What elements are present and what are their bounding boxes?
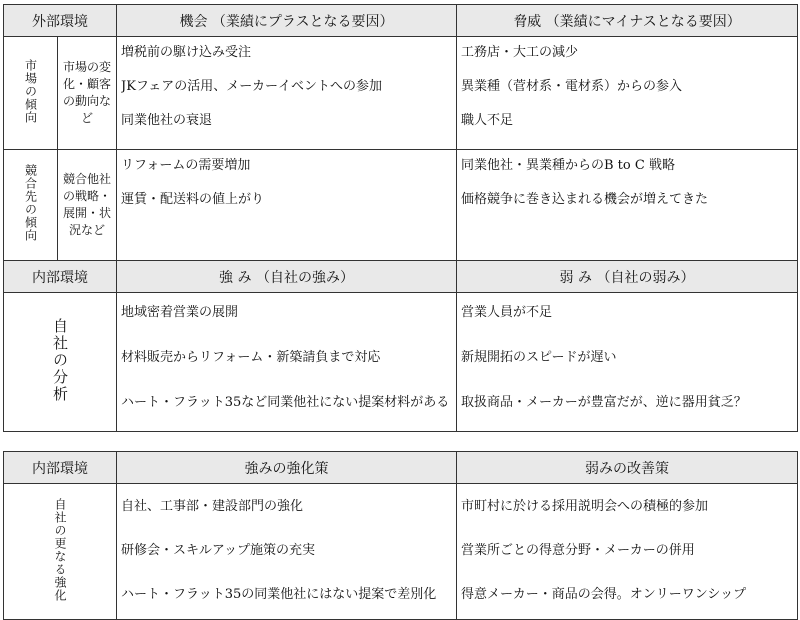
strategy-row xyxy=(4,484,798,620)
self-label-cell xyxy=(4,293,117,432)
list-item: 同業他社・異業種からのB to C 戦略 xyxy=(461,158,675,173)
competitors-label-cell xyxy=(4,150,58,261)
opportunities-header: 機会 （業績にプラスとなる要因） xyxy=(117,5,457,37)
list-item: ハート・フラット35の同業他社にはない提案で差別化 xyxy=(121,587,437,602)
list-item: 異業種（菅材系・電材系）からの参入 xyxy=(461,79,683,94)
competitors-row xyxy=(4,150,798,261)
competitors-opportunities xyxy=(117,150,457,261)
list-item: 職人不足 xyxy=(461,113,514,128)
self-label: 自社の分析 xyxy=(51,317,69,403)
self-strengths xyxy=(117,293,457,432)
list-item: 自社、工事部・建設部門の強化 xyxy=(121,499,304,514)
market-label: 市場の傾向 xyxy=(23,58,38,124)
market-threats xyxy=(457,37,798,150)
external-header: 外部環境 xyxy=(4,5,117,37)
list-item: 市町村に於ける採用説明会への積極的参加 xyxy=(461,499,709,514)
market-label-cell xyxy=(4,37,58,150)
list-item: JKフェアの活用、メーカーイベントへの参加 xyxy=(121,79,383,94)
swot-table xyxy=(3,4,798,432)
list-item: 得意メーカー・商品の会得。オンリーワンシップ xyxy=(461,587,747,602)
list-item: 研修会・スキルアップ施策の充実 xyxy=(121,543,315,558)
threats-header: 脅威 （業績にマイナスとなる要因） xyxy=(457,5,798,37)
list-item: 取扱商品・メーカーが豊富だが、逆に器用貧乏？ xyxy=(461,395,747,410)
competitors-sublabel: 競合他社の戦略・展開・状況など xyxy=(58,150,117,261)
competitors-label: 競合先の傾向 xyxy=(23,164,38,242)
self-weaknesses xyxy=(457,293,798,432)
strengths-header: 強 み （自社の強み） xyxy=(117,261,457,293)
list-item: 価格競争に巻き込まれる機会が増えてきた xyxy=(461,192,709,207)
strategy-table xyxy=(3,451,798,620)
strategy-header-row xyxy=(4,452,798,484)
strategy-internal-header: 内部環境 xyxy=(4,452,117,484)
strategy-label-cell xyxy=(4,484,117,620)
market-row xyxy=(4,37,798,150)
weaknesses-header: 弱 み （自社の弱み） xyxy=(457,261,798,293)
self-row xyxy=(4,293,798,432)
competitors-threats xyxy=(457,150,798,261)
list-item: 材料販売からリフォーム・新築請負まで対応 xyxy=(121,350,381,365)
list-item: 増税前の駆け込み受注 xyxy=(121,45,252,60)
reinforce-header: 強みの強化策 xyxy=(117,452,457,484)
list-item: 営業人員が不足 xyxy=(461,305,553,320)
list-item: 運賃・配送料の値上がり xyxy=(121,192,265,207)
market-opportunities xyxy=(117,37,457,150)
list-item: 地域密着営業の展開 xyxy=(121,305,239,320)
list-item: リフォームの需要増加 xyxy=(121,158,251,173)
list-item: 新規開拓のスピードが遅い xyxy=(461,350,617,365)
list-item: 同業他社の衰退 xyxy=(121,113,213,128)
market-sublabel: 市場の変化・顧客の動向など xyxy=(58,37,117,150)
improve-header: 弱みの改善策 xyxy=(457,452,798,484)
internal-header: 内部環境 xyxy=(4,261,117,293)
list-item: 工務店・大工の減少 xyxy=(461,45,579,60)
reinforce-list xyxy=(117,484,457,620)
list-item: ハート・フラット35など同業他社にない提案材料がある xyxy=(121,395,450,410)
external-header-row xyxy=(4,5,798,37)
strategy-label: 自社の更なる強化 xyxy=(53,497,67,602)
improve-list xyxy=(457,484,798,620)
internal-header-row xyxy=(4,261,798,293)
list-item: 営業所ごとの得意分野・メーカーの併用 xyxy=(461,543,695,558)
